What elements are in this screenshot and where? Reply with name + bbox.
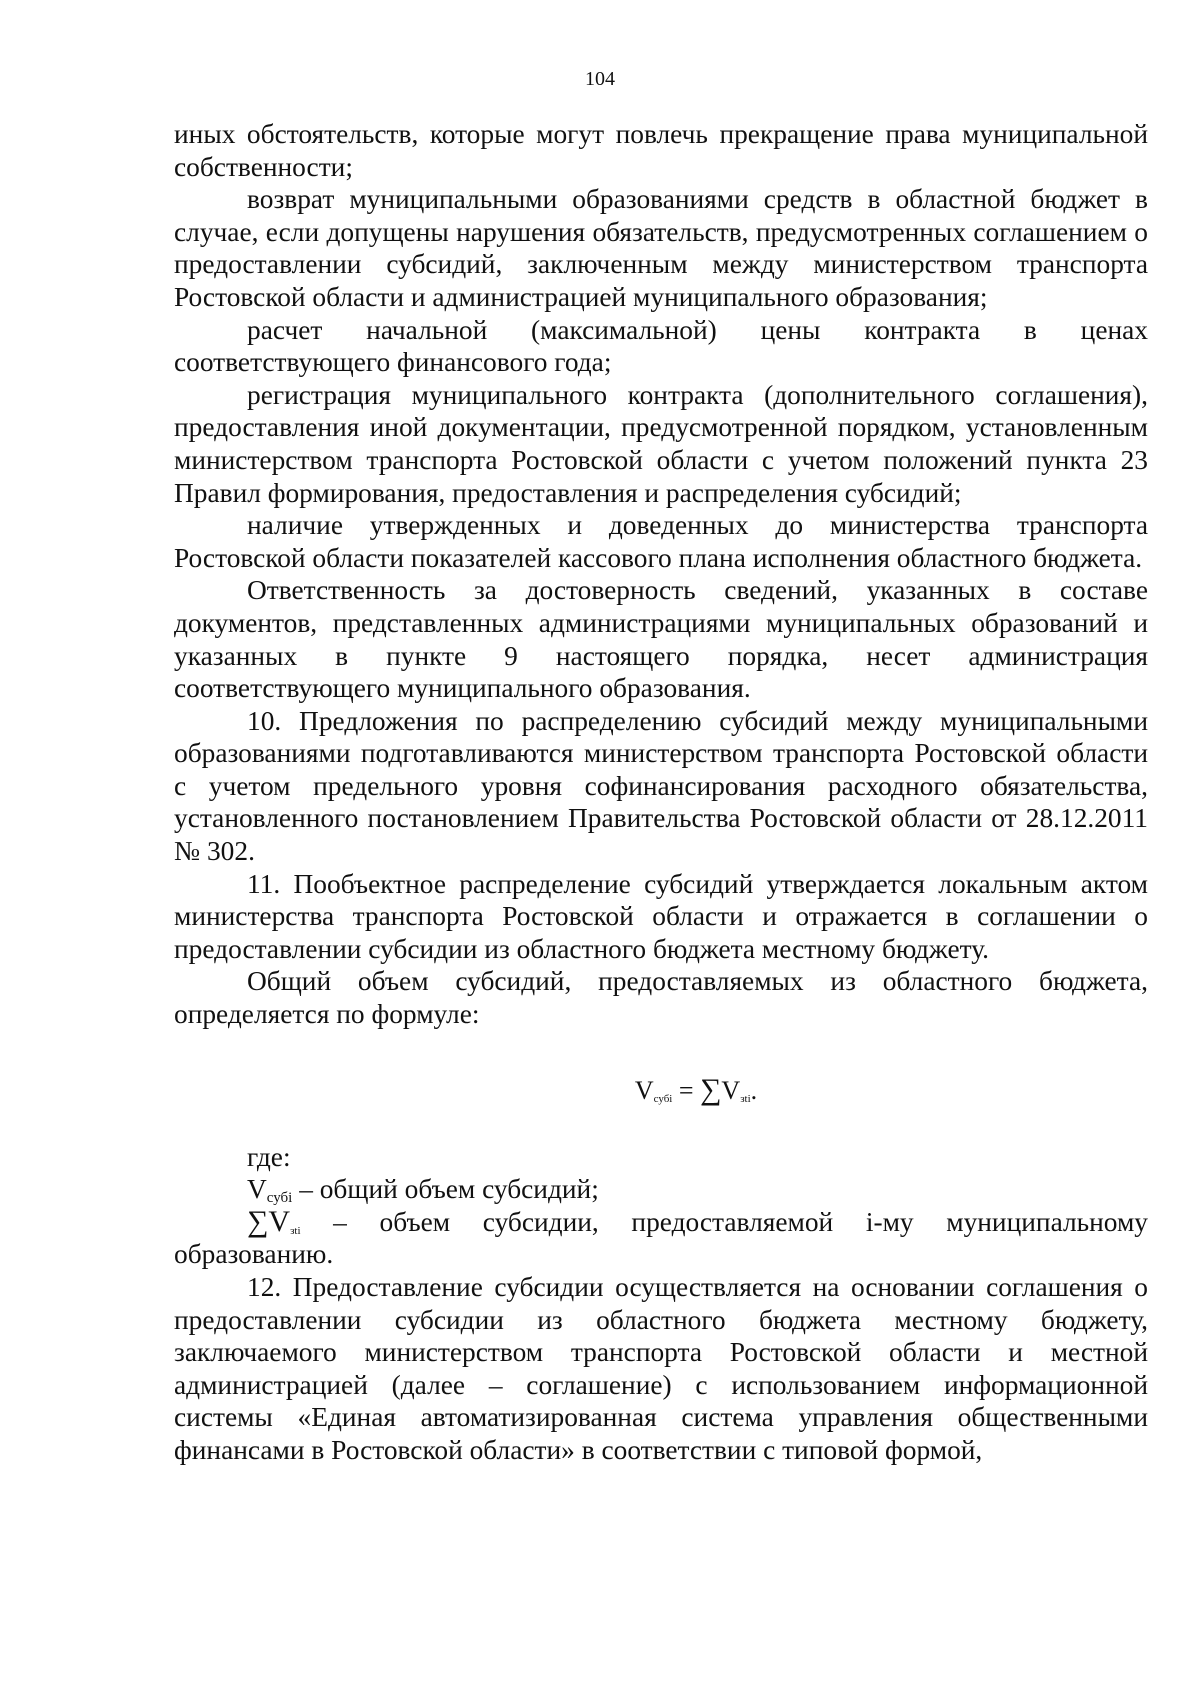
paragraph: регистрация муниципального контракта (дополнительного соглашения), предоставления иной документации, предусмотренной порядком, установленным министерством транспорта Ростовской области с учетом положений пункта 23 Правил формирования, предоставления и распределения субсидий; xyxy=(174,379,1148,508)
definition-sum xyxy=(174,1206,1148,1271)
sum-symbol: ∑ xyxy=(700,1072,722,1106)
formula-rhs-subscript: зti xyxy=(740,1092,751,1105)
definition-subscript: зti xyxy=(290,1224,301,1237)
paragraph-item-11: 11. Пообъектное распределение субсидий утверждается локальным актом министерства транспорта Ростовской области и отражается в соглашении о предоставлении субсидии из областного бюджета местному бюджету. xyxy=(174,868,1148,964)
paragraph: наличие утвержденных и доведенных до министерства транспорта Ростовской области показателей кассового плана исполнения областного бюджета. xyxy=(174,510,1148,573)
formula-equals: = xyxy=(678,1075,694,1105)
page-number: 104 xyxy=(585,68,615,90)
definition-symbol: V xyxy=(247,1174,267,1205)
formula-end: . xyxy=(750,1075,758,1105)
paragraph-item-12: 12. Предоставление субсидии осуществляется на основании соглашения о предоставлении субсидии из областного бюджета местному бюджету, заключаемого министерством транспорта Ростовской области и местной администрацией (далее – соглашение) с использованием информационной системы «Единая автоматизированная система управления общественными финансами в Ростовской области» в соответствии с типовой формой, xyxy=(174,1272,1148,1465)
definition-vsub xyxy=(174,1173,1148,1206)
where-label: где: xyxy=(247,1141,291,1172)
definition-text: – общий объем субсидий; xyxy=(292,1174,599,1205)
subsidy-formula xyxy=(174,1059,1148,1121)
paragraph-item-10: 10. Предложения по распределению субсидий между муниципальными образованиями подготавливаются министерством транспорта Ростовской области с учетом предельного уровня софинансирования расходного обязательства, установленного постановлением Правительства Ростовской области от 28.12.2011 № 302. xyxy=(174,705,1148,867)
paragraph: Общий объем субсидий, предоставляемых из областного бюджета, определяется по формуле: xyxy=(174,966,1148,1030)
formula-lhs-subscript: субi xyxy=(653,1092,673,1105)
formula-lhs: V xyxy=(634,1075,654,1105)
paragraph: Ответственность за достоверность сведений, указанных в составе документов, представленных администрациями муниципальных образований и указанных в пункте 9 настоящего порядка, несет администрация соответствующего муниципального образования. xyxy=(174,575,1148,704)
paragraph: иных обстоятельств, которые могут повлечь прекращение права муниципальной собственности; xyxy=(174,119,1148,182)
definition-subscript: субi xyxy=(266,1190,293,1207)
document-body xyxy=(174,118,1148,1467)
definition-text: – объем субсидии, предоставляемой i-му муниципальному образованию. xyxy=(174,1206,1148,1270)
paragraph: возврат муниципальными образованиями средств в областной бюджет в случае, если допущены нарушения обязательств, предусмотренных соглашением о предоставлении субсидий, заключенным между министерством транспорта Ростовской области и администрацией муниципального образования; xyxy=(174,184,1148,312)
paragraph: расчет начальной (максимальной) цены контракта в ценах соответствующего финансового года; xyxy=(174,314,1148,378)
formula-rhs: V xyxy=(721,1075,741,1105)
definition-symbol: ∑V xyxy=(247,1204,291,1238)
